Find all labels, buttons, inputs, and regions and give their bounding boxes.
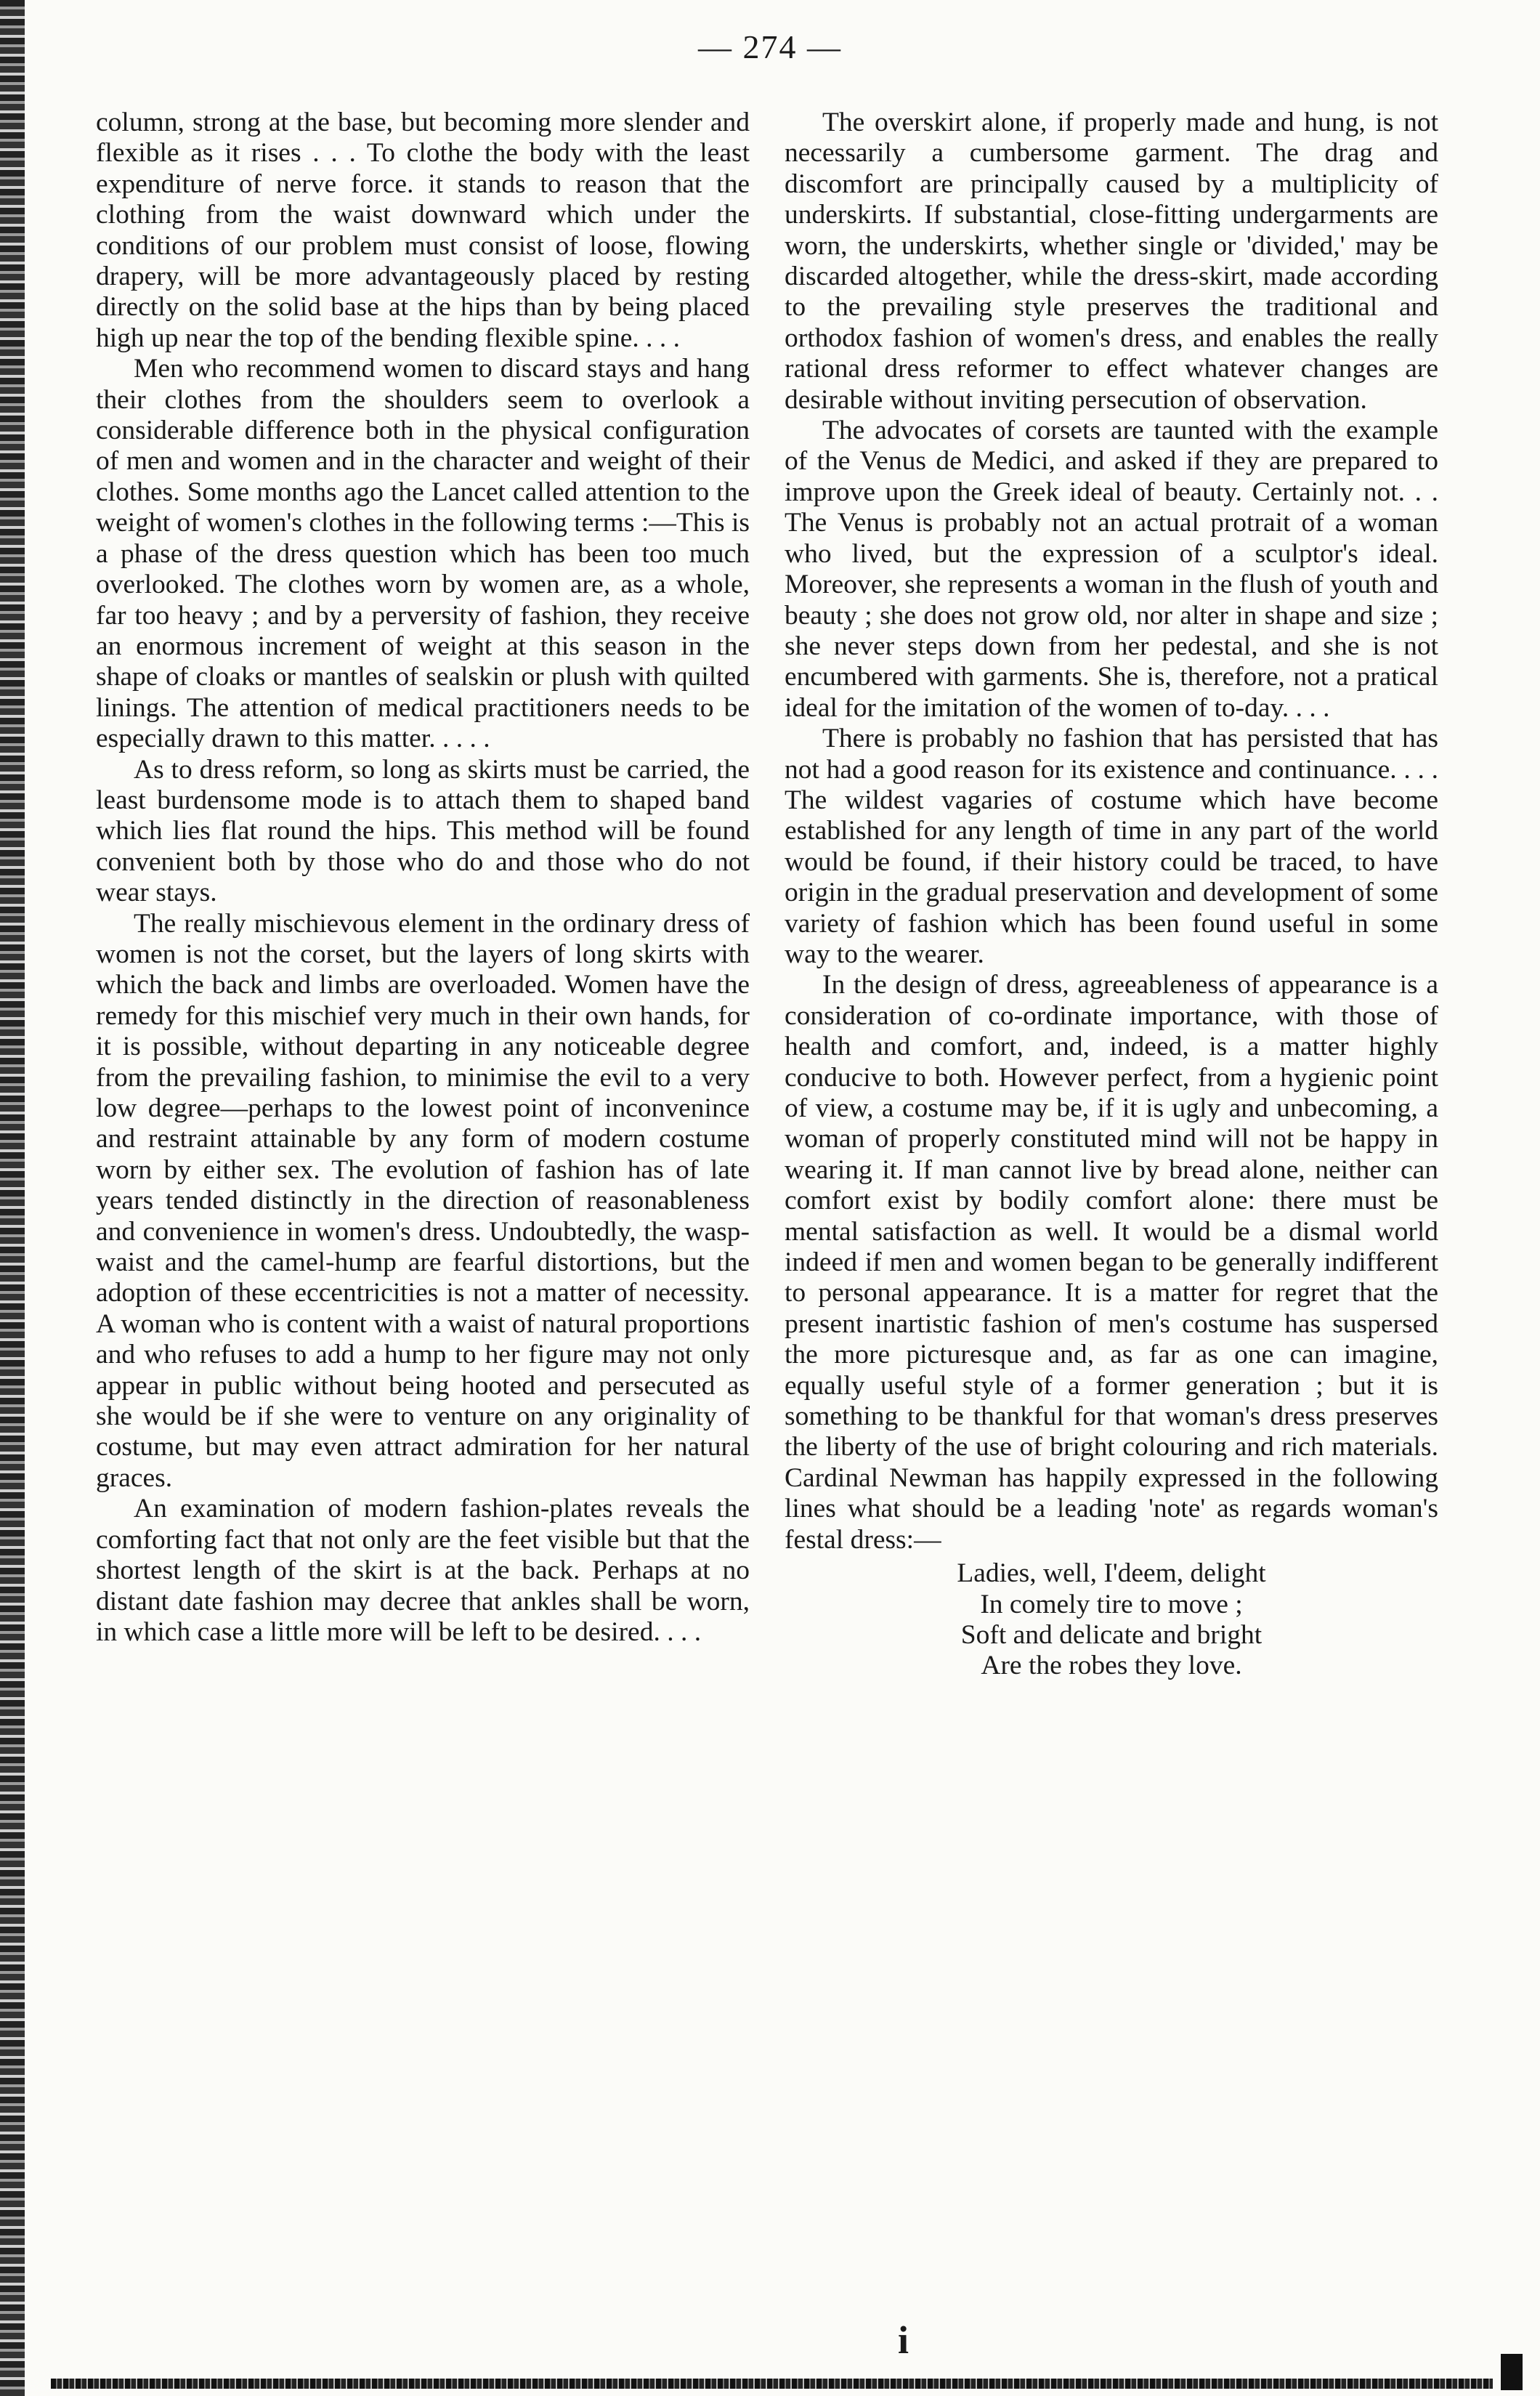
corner-mark	[1501, 2354, 1523, 2390]
poem-line-2: In comely tire to move ;	[980, 1589, 1243, 1619]
left-paragraph-5: An examination of modern fashion-plates reveals the comforting fact that not only are the feet visible but that the shortest length of the skirt is at the back. Perhaps at no distant date fashion may decree that ankles shall be worn, in which case a little more will be left to be desired. . . .	[96, 1494, 750, 1647]
poem-line-3: Soft and delicate and bright	[960, 1619, 1263, 1650]
right-paragraph-1: The overskirt alone, if properly made and hung, is not necessarily a cumbersome garment. The drag and discomfort are principally caused by a multiplicity of underskirts. If substantial, close-fitting undergarments are worn, the underskirts, whether single or 'divided,' may be discarded altogether, while the dress-skirt, made according to the prevailing style preserves the traditional and orthodox fashion of women's dress, and enables the really rational dress reformer to effect whatever changes are desirable without inviting persecution of observation.	[785, 108, 1438, 415]
left-paragraph-4: The really mischievous element in the ordinary dress of women is not the corset, but the layers of long skirts with which the back and limbs are overloaded. Women have the remedy for this mischief very much in their own hands, for it is possible, without departing in any noticeable degree from the prevailing fashion, to minimise the evil to a very low degree—perhaps to the lowest point of inconvenince and restraint attainable by any form of modern costume worn by either sex. The evolution of fashion has of late years tended distinctly in the direction of reasonableness and convenience in women's dress. Undoubtedly, the wasp-waist and the camel-hump are fearful distortions, but the adoption of these eccentricities is not a matter of necessity. A woman who is content with a waist of natural proportions and who refuses to add a hump to her figure may not only appear in public without being hooted and persecuted as she would be if she were to venture on any originality of costume, but may even attract admiration for her natural graces.	[96, 908, 750, 1493]
poem-line-1: Ladies, well, I'deem, delight	[957, 1558, 1266, 1589]
left-paragraph-3: As to dress reform, so long as skirts must be carried, the least burdensome mode is to attach them to shaped band which lies flat round the hips. This method will be found convenient both by those who do and those who do not wear stays.	[96, 754, 750, 908]
left-paragraph-1: column, strong at the base, but becoming more slender and flexible as it rises . . . To clothe the body with the least expenditure of nerve force. it stands to reason that the clothing from the waist downward which under the conditions of our problem must consist of loose, flowing drapery, will be more advantageously placed by resting directly on the solid base at the hips than by being placed high up near the top of the bending flexible spine. . . .	[96, 108, 750, 353]
bottom-rule	[51, 2379, 1493, 2389]
left-column	[96, 108, 750, 1648]
poem	[785, 1558, 1438, 1682]
scan-edge	[0, 0, 25, 2396]
right-column	[785, 108, 1438, 1682]
right-paragraph-3: There is probably no fashion that has persisted that has not had a good reason for its existence and continuance. . . . The wildest vagaries of costume which have become established for any length of time in any part of the world would be found, if their history could be traced, to have origin in the gradual preservation and development of some variety of fashion which has been found useful in some way to the wearer.	[785, 724, 1438, 969]
right-paragraph-2: The advocates of corsets are taunted with the example of the Venus de Medici, and asked if they are prepared to improve upon the Greek ideal of beauty. Certainly not. . . The Venus is probably not an actual protrait of a woman who lived, but the expression of a sculptor's ideal. Moreover, she represents a woman in the flush of youth and beauty ; she does not grow old, nor alter in shape and size ; she never steps down from her pedestal, and she is not encumbered with garments. She is, therefore, not a pratical ideal for the imitation of the women of to-day. . . .	[785, 416, 1438, 723]
left-paragraph-2: Men who recommend women to discard stays and hang their clothes from the shoulders seem to overlook a considerable difference both in the physical configuration of men and women and in the character and weight of their clothes. Some months ago the Lancet called attention to the weight of women's clothes in the following terms :—This is a phase of the dress question which has been too much overlooked. The clothes worn by women are, as a whole, far too heavy ; and by a perversity of fashion, they receive an enormous increment of weight at this season in the shape of cloaks or mantles of sealskin or plush with quilted linings. The attention of medical practitioners needs to be especially drawn to this matter. . . . .	[96, 354, 750, 754]
page-number: — 274 —	[698, 28, 842, 65]
right-paragraph-4: In the design of dress, agreeableness of appearance is a consideration of co-ordinate importance, with those of health and comfort, and, indeed, is a matter highly conducive to both. However perfect, from a hygienic point of view, a costume may be, if it is ugly and unbecoming, a woman of properly constituted mind will not be happy in wearing it. If man cannot live by bread alone, neither can comfort exist by bodily comfort alone: there must be mental satisfaction as well. It would be a dismal world indeed if men and women began to be generally indifferent to personal appearance. It is a matter for regret that the present inartistic fashion of men's costume has suspersed the more picturesque and, as far as one can imagine, equally useful style of a former generation ; but it is something to be thankful for that woman's dress preserves the liberty of the use of bright colouring and rich materials. Cardinal Newman has happily expressed in the following lines what should be a leading 'note' as regards woman's festal dress:—	[785, 970, 1438, 1555]
footer-mark: i	[898, 2318, 909, 2362]
poem-line-4: Are the robes they love.	[981, 1651, 1242, 1681]
